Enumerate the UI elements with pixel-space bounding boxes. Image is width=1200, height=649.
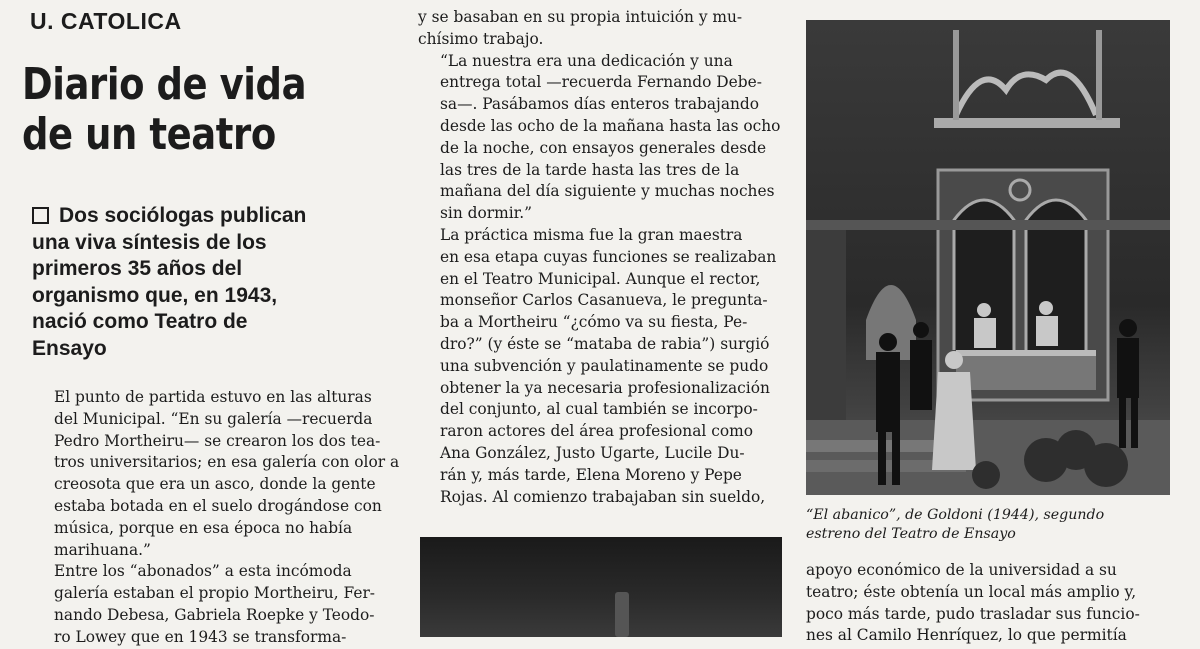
paragraph bbox=[418, 51, 790, 225]
text-line: sin dormir.” bbox=[440, 204, 533, 223]
photo-caption bbox=[806, 506, 1176, 544]
deck-line: organismo que, en 1943, bbox=[32, 283, 278, 307]
text-line: dro?” (y éste se “mataba de rabia”) surgió bbox=[440, 334, 770, 353]
text-line: marihuana.” bbox=[54, 540, 151, 559]
text-line: ro Lowey que en 1943 se transforma- bbox=[54, 627, 347, 646]
text-line: nando Debesa, Gabriela Roepke y Teodo- bbox=[54, 605, 375, 624]
caption-line: “El abanico”, de Goldoni (1944), segundo bbox=[806, 507, 1105, 523]
caption-line: estreno del Teatro de Ensayo bbox=[806, 526, 1016, 542]
deck-line: una viva síntesis de los bbox=[32, 230, 267, 254]
text-line: tros universitarios; en esa galería con olor a bbox=[54, 453, 400, 472]
text-line: chísimo trabajo. bbox=[418, 29, 544, 48]
text-line: ba a Mortheiru “¿cómo va su fiesta, Pe- bbox=[440, 313, 748, 332]
text-line: Pedro Mortheiru— se crearon los dos tea- bbox=[54, 431, 381, 450]
text-line: obtener la ya necesaria profesionalización bbox=[440, 378, 770, 397]
photo-scene-bottom bbox=[420, 537, 782, 637]
article-body-col2 bbox=[418, 7, 790, 508]
text-line: apoyo económico de la universidad a su bbox=[806, 561, 1117, 579]
text-line: estaba botada en el suelo drogándose con bbox=[54, 496, 382, 515]
article-body-col3 bbox=[806, 560, 1172, 647]
text-line: mañana del día siguiente y muchas noches bbox=[440, 182, 775, 201]
photo-el-abanico bbox=[806, 20, 1170, 495]
text-line: monseñor Carlos Casanueva, le pregunta- bbox=[440, 291, 768, 310]
text-line: de la noche, con ensayos generales desde bbox=[440, 138, 767, 157]
section-label: U. CATOLICA bbox=[30, 8, 182, 34]
stage-photo-illustration bbox=[806, 20, 1170, 495]
text-line: sa—. Pasábamos días enteros trabajando bbox=[440, 95, 760, 114]
text-line: galería estaban el propio Mortheiru, Fer- bbox=[54, 584, 376, 603]
paragraph bbox=[806, 560, 1172, 647]
deck bbox=[32, 203, 404, 363]
checkbox-bullet-icon bbox=[32, 207, 49, 224]
text-line: las tres de la tarde hasta las tres de la bbox=[440, 160, 740, 179]
deck-line-text: Dos sociólogas publican bbox=[59, 204, 307, 227]
text-line: “La nuestra era una dedicación y una bbox=[440, 51, 733, 70]
article-body-col1 bbox=[32, 387, 402, 649]
deck-line bbox=[32, 203, 404, 230]
headline-line: de un teatro bbox=[22, 109, 276, 160]
text-line: creosota que era un asco, donde la gente bbox=[54, 475, 376, 494]
text-line: una subvención y paulatinamente se pudo bbox=[440, 356, 769, 375]
deck-line: primeros 35 años del bbox=[32, 257, 243, 281]
paragraph bbox=[32, 387, 402, 561]
text-line: raron actores del área profesional como bbox=[440, 422, 753, 441]
text-line: Rojas. Al comienzo trabajaban sin sueldo, bbox=[440, 487, 766, 506]
text-line: nes al Camilo Henríquez, lo que permitía bbox=[806, 626, 1127, 645]
text-line: del Municipal. “En su galería —recuerda bbox=[54, 409, 373, 428]
text-line: y se basaban en su propia intuición y mu- bbox=[418, 8, 743, 26]
text-line: Entre los “abonados” a esta incómoda bbox=[54, 562, 352, 581]
text-line: entrega total —recuerda Fernando Debe- bbox=[440, 73, 762, 92]
text-line: del conjunto, al cual también se incorpo- bbox=[440, 400, 758, 419]
headline-line: Diario de vida bbox=[22, 59, 307, 110]
text-line: teatro; éste obtenía un local más amplio y, bbox=[806, 582, 1137, 601]
headline bbox=[22, 60, 340, 160]
text-line: El punto de partida estuvo en las alturas bbox=[54, 388, 372, 406]
text-line: La práctica misma fue la gran maestra bbox=[440, 225, 743, 244]
text-line: Ana González, Justo Ugarte, Lucile Du- bbox=[440, 443, 745, 462]
paragraph bbox=[32, 561, 402, 648]
text-line: en esa etapa cuyas funciones se realizaban bbox=[440, 247, 777, 266]
text-line: poco más tarde, pudo trasladar sus funcio- bbox=[806, 604, 1140, 623]
text-line: desde las ocho de la mañana hasta las ocho bbox=[440, 116, 781, 135]
text-line: música, porque en esa época no había bbox=[54, 518, 353, 537]
paragraph bbox=[418, 225, 790, 508]
deck-line: nació como Teatro de bbox=[32, 310, 248, 334]
paragraph bbox=[418, 7, 790, 51]
text-line: en el Teatro Municipal. Aunque el rector, bbox=[440, 269, 761, 288]
deck-line: Ensayo bbox=[32, 336, 107, 360]
text-line: rán y, más tarde, Elena Moreno y Pepe bbox=[440, 465, 742, 484]
